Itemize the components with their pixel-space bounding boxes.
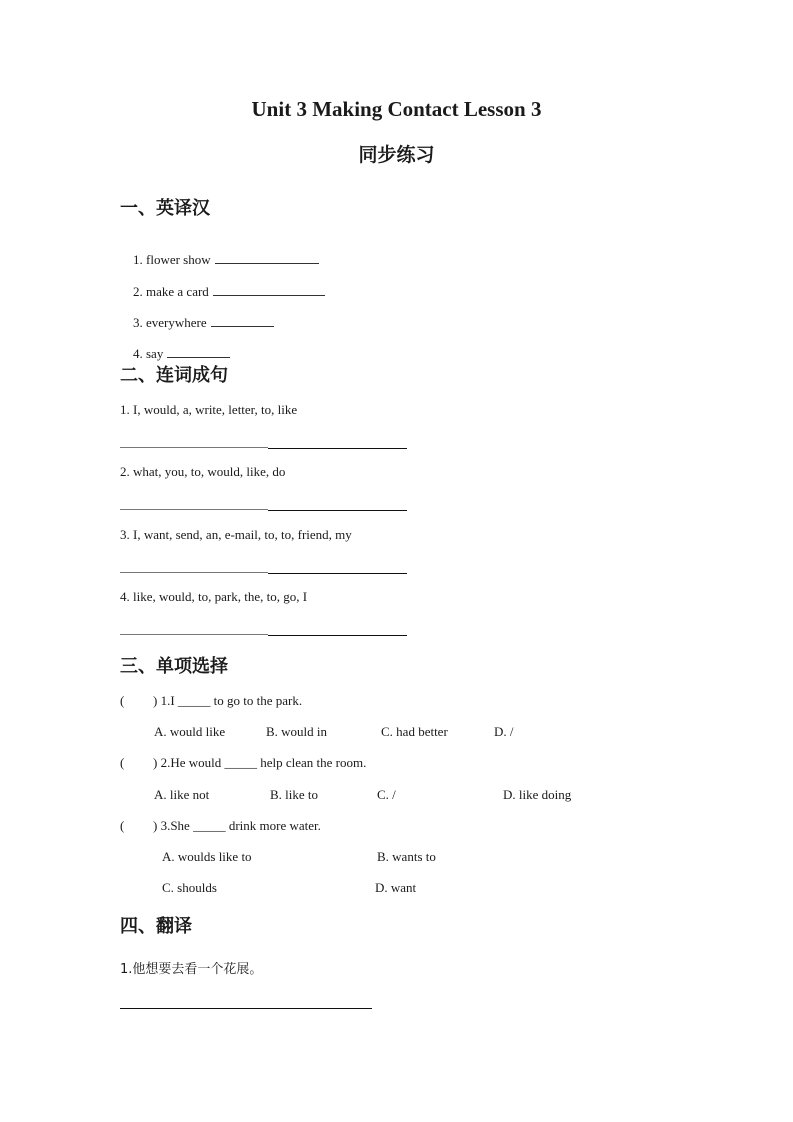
answer-paren-open[interactable]: ( xyxy=(120,693,125,708)
section-heading-multiple-choice: 三、单项选择 xyxy=(120,656,228,677)
option-c: C. / xyxy=(377,787,396,802)
option-b: B. would in xyxy=(266,724,328,739)
sentence-item-3: 3. I, want, send, an, e-mail, to, to, friend, my xyxy=(120,527,352,542)
vocab-item-text: 3. everywhere xyxy=(133,315,207,330)
question-stem-1: ) 1.I _____ to go to the park. xyxy=(153,693,303,708)
answer-paren-open[interactable]: ( xyxy=(120,818,125,833)
translation-item-1: 1.他想要去看一个花展。 xyxy=(120,962,263,977)
answer-blank[interactable] xyxy=(213,283,325,296)
question-stem-3: ) 3.She _____ drink more water. xyxy=(153,818,321,833)
option-c: C. shoulds xyxy=(162,880,217,895)
answer-blank[interactable] xyxy=(211,314,274,327)
answer-blank[interactable] xyxy=(167,345,230,358)
answer-blank[interactable] xyxy=(215,251,319,264)
section-heading-translation: 四、翻译 xyxy=(120,916,192,937)
option-a: A. woulds like to xyxy=(162,849,252,864)
option-b: B. wants to xyxy=(377,849,436,864)
option-b: B. like to xyxy=(270,787,319,802)
vocab-item-text: 2. make a card xyxy=(133,284,209,299)
page-title: Unit 3 Making Contact Lesson 3 xyxy=(251,97,542,121)
option-d: D. want xyxy=(375,880,417,895)
vocab-item-text: 4. say xyxy=(133,346,164,361)
sentence-item-2: 2. what, you, to, would, like, do xyxy=(120,464,286,479)
translation-answer-line-1[interactable] xyxy=(120,1008,372,1009)
option-d: D. like doing xyxy=(503,787,572,802)
option-a: A. like not xyxy=(154,787,210,802)
option-a: A. would like xyxy=(154,724,226,739)
option-c: C. had better xyxy=(381,724,448,739)
option-d: D. / xyxy=(494,724,514,739)
answer-paren-open[interactable]: ( xyxy=(120,755,125,770)
sentence-item-1: 1. I, would, a, write, letter, to, like xyxy=(120,402,298,417)
vocab-item-text: 1. flower show xyxy=(133,252,211,267)
question-stem-2: ) 2.He would _____ help clean the room. xyxy=(153,755,367,770)
section-heading-sentence-building: 二、连词成句 xyxy=(120,365,228,386)
page-subtitle: 同步练习 xyxy=(358,144,435,166)
sentence-item-4: 4. like, would, to, park, the, to, go, I xyxy=(120,589,308,604)
section-heading-english-to-chinese: 一、英译汉 xyxy=(120,198,210,219)
